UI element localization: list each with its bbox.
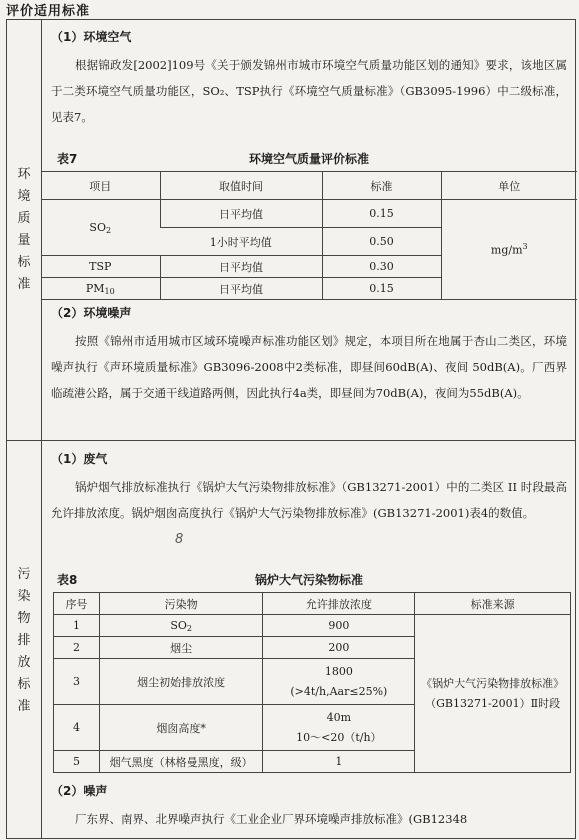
table7-caption bbox=[51, 150, 567, 168]
table8-limit-cell bbox=[263, 705, 415, 751]
table8-no: 4 bbox=[54, 705, 100, 751]
table7-time: 日平均值 bbox=[160, 278, 322, 300]
noise-emission-section bbox=[51, 782, 567, 832]
table7-header-time: 取值时间 bbox=[160, 172, 322, 200]
table7-header-item: 项目 bbox=[41, 172, 160, 200]
table7-unit-cell bbox=[441, 200, 577, 300]
table8-source-line1: 《锅炉大气污染物排放标准》 bbox=[421, 676, 565, 690]
table8-limit-cell bbox=[263, 659, 415, 705]
handwritten-mark: 8 bbox=[175, 532, 184, 547]
table-row bbox=[41, 200, 577, 228]
pollutant-side-label-cell bbox=[7, 441, 41, 840]
table8-limit: 200 bbox=[263, 637, 415, 659]
column-divider bbox=[41, 20, 42, 838]
page-header: 评价适用标准 bbox=[6, 4, 91, 19]
table8 bbox=[53, 592, 571, 773]
table8-source-line2: （GB13271-2001）Ⅱ时段 bbox=[425, 696, 561, 710]
table7-time: 1小时平均值 bbox=[160, 228, 322, 256]
table7-unit-superscript: 3 bbox=[522, 242, 528, 252]
noise-section bbox=[51, 304, 567, 406]
pollutant-side-label: 污染物排放标准 bbox=[17, 566, 31, 714]
table8-header-source: 标准来源 bbox=[415, 593, 571, 615]
table7-standard: 0.30 bbox=[322, 256, 441, 278]
table7-time: 日平均值 bbox=[160, 256, 322, 278]
table7-item-subscript: 2 bbox=[105, 225, 112, 235]
exhaust-heading: （1）废气 bbox=[51, 452, 108, 466]
table8-no: 5 bbox=[54, 751, 100, 773]
table8-limit: 900 bbox=[263, 615, 415, 637]
air-paragraph: 根据锦政发[2002]109号《关于颁发锦州市城市环境空气质量功能区划的通知》要求，该地区属于二类环境空气质量功能区，SO₂、TSP执行《环境空气质量标准》（GB3095-1996）中二级标准，见表7。 bbox=[51, 58, 567, 124]
table8-limit: 40m bbox=[326, 710, 352, 724]
exhaust-paragraph: 锅炉烟气排放标准执行《锅炉大气污染物排放标准》（GB13271-2001）中的二类区 II 时段最高允许排放浓度。锅炉烟囱高度执行《锅炉大气污染物排放标准》(GB13271-2001)表4的数值。 bbox=[51, 480, 567, 520]
table7-standard: 0.15 bbox=[322, 200, 441, 228]
noise-emission-paragraph: 厂东界、南界、北界噪声执行《工业企业厂界环境噪声排放标准》(GB12348 bbox=[75, 812, 468, 826]
table7-title: 环境空气质量评价标准 bbox=[248, 152, 369, 166]
table-header-row bbox=[54, 593, 571, 615]
table8-title: 锅炉大气污染物标准 bbox=[254, 573, 363, 587]
table8-limit: 1 bbox=[263, 751, 415, 773]
table7-standard: 0.50 bbox=[322, 228, 441, 256]
table8-pollutant-cell bbox=[99, 615, 263, 637]
table8-pollutant-subscript: 2 bbox=[186, 623, 192, 633]
table7-time: 日平均值 bbox=[160, 200, 322, 228]
table7 bbox=[41, 171, 577, 300]
table7-standard: 0.15 bbox=[322, 278, 441, 300]
table7-item: PM bbox=[85, 281, 105, 295]
noise-paragraph: 按照《锦州市适用城市区域环境噪声标准功能区划》规定，本项目所在地属于杏山二类区，环境噪声执行《声环境质量标准》GB3096-2008中2类标准，即昼间60dB(A)、夜间 50dB(A)。厂西界临疏港公路，属于交通干线道路两侧，因此执行4a类，即昼间为70dB(A)，夜间为55dB(A)。 bbox=[51, 334, 567, 400]
table8-caption bbox=[51, 571, 567, 589]
table7-item-cell bbox=[41, 278, 160, 300]
table7-item: TSP bbox=[41, 256, 160, 278]
table8-limit: 1800 bbox=[324, 664, 353, 678]
air-section bbox=[51, 28, 567, 130]
table7-header-unit: 单位 bbox=[441, 172, 577, 200]
table8-pollutant: 烟尘 bbox=[99, 637, 263, 659]
table8-pollutant: 烟气黑度（林格曼黑度，级） bbox=[99, 751, 263, 773]
table8-pollutant: 烟囱高度* bbox=[99, 705, 263, 751]
table8-limit-note: 10～<20（t/h） bbox=[296, 730, 382, 744]
table8-no: 2 bbox=[54, 637, 100, 659]
air-heading: （1）环境空气 bbox=[51, 30, 132, 44]
table8-no: 1 bbox=[54, 615, 100, 637]
table7-item-subscript: 10 bbox=[104, 286, 115, 296]
table8-header-no: 序号 bbox=[54, 593, 100, 615]
table8-pollutant: 烟尘初始排放浓度 bbox=[99, 659, 263, 705]
table7-number: 表7 bbox=[57, 152, 78, 166]
env-quality-side-label-cell bbox=[7, 20, 41, 440]
exhaust-section bbox=[51, 450, 567, 526]
table8-header-limit: 允许排放浓度 bbox=[263, 593, 415, 615]
table8-limit-note: (>4t/h,Aar≤25%) bbox=[290, 684, 388, 698]
table7-header-standard: 标准 bbox=[322, 172, 441, 200]
noise-emission-heading: （2）噪声 bbox=[51, 784, 108, 798]
table8-number: 表8 bbox=[57, 573, 78, 587]
table7-item-cell bbox=[41, 200, 160, 256]
table8-no: 3 bbox=[54, 659, 100, 705]
table7-item: SO bbox=[89, 220, 106, 234]
table8-pollutant: SO bbox=[170, 618, 187, 632]
table-row bbox=[54, 615, 571, 637]
standards-table-frame bbox=[6, 19, 576, 839]
table8-header-pollutant: 污染物 bbox=[99, 593, 263, 615]
table8-source-cell bbox=[415, 615, 571, 773]
noise-heading: （2）环境噪声 bbox=[51, 306, 132, 320]
env-quality-side-label: 环境质量标准 bbox=[17, 167, 31, 292]
row-divider bbox=[7, 440, 575, 441]
table-header-row bbox=[41, 172, 577, 200]
table7-unit: mg/m bbox=[490, 243, 523, 257]
